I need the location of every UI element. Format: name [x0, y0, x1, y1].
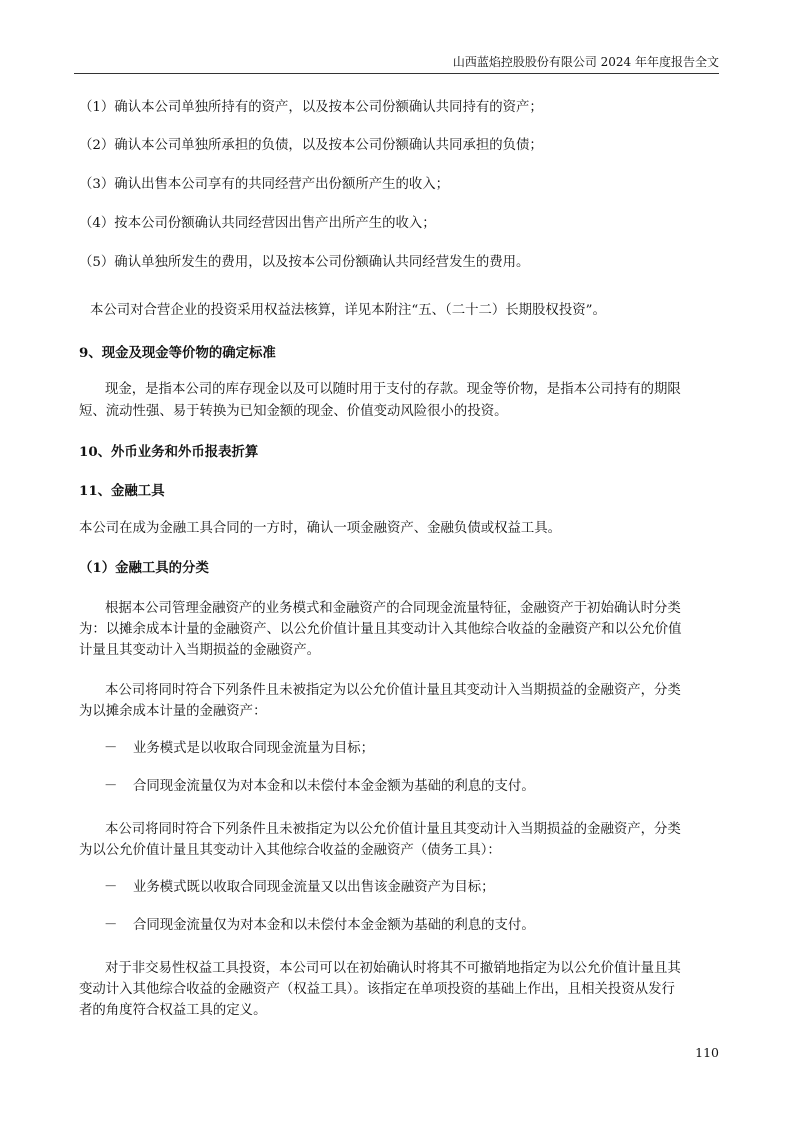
bullet-item	[104, 777, 744, 797]
bullet-text: 业务模式是以收取合同现金流量为目标；	[133, 741, 375, 756]
paragraph-line: 本公司在成为金融工具合同的一方时，确认一项金融资产、金融负债或权益工具。	[79, 521, 562, 536]
page-header	[74, 55, 719, 74]
dash-marker: －	[104, 741, 118, 756]
paragraph-line: 现金，是指本公司的库存现金以及可以随时用于支付的存款。现金等价物，是指本公司持有的期限	[105, 382, 681, 397]
paragraph-line: 根据本公司管理金融资产的业务模式和金融资产的合同现金流量特征，金融资产于初始确认时分类	[105, 601, 681, 616]
list-item: （4）按本公司份额确认共同经营因出售产出所产生的收入；	[79, 216, 436, 231]
bullet-text: 合同现金流量仅为对本金和以未偿付本金金额为基础的利息的支付。	[133, 779, 535, 794]
section-heading: 9、现金及现金等价物的确定标准	[79, 345, 276, 361]
paragraph-line: 者的角度符合权益工具的定义。	[79, 1003, 267, 1018]
dash-marker: －	[104, 880, 118, 895]
paragraph-line: 变动计入其他综合收益的金融资产（权益工具）。该指定在单项投资的基础上作出，且相关投资从发行	[79, 982, 675, 997]
joint-venture-note: 本公司对合营企业的投资采用权益法核算，详见本附注“五、（二十二）长期股权投资”。	[90, 303, 606, 318]
bullet-item	[104, 739, 744, 759]
header-title: 山西蓝焰控股股份有限公司 2024 年年度报告全文	[452, 55, 719, 69]
list-item: （5）确认单独所发生的费用，以及按本公司份额确认共同经营发生的费用。	[79, 255, 530, 270]
paragraph-line: 本公司将同时符合下列条件且未被指定为以公允价值计量且其变动计入当期损益的金融资产，分类	[105, 822, 681, 837]
bullet-text: 合同现金流量仅为对本金和以未偿付本金金额为基础的利息的支付。	[133, 918, 535, 933]
list-item: （3）确认出售本公司享有的共同经营产出份额所产生的收入；	[79, 177, 450, 192]
paragraph-line: 本公司将同时符合下列条件且未被指定为以公允价值计量且其变动计入当期损益的金融资产，分类	[105, 683, 681, 698]
paragraph-line: 为：以摊余成本计量的金融资产、以公允价值计量且其变动计入其他综合收益的金融资产和以公允价值	[79, 622, 682, 637]
paragraph-line: 计量且其变动计入当期损益的金融资产。	[79, 643, 321, 658]
bullet-item	[104, 878, 744, 898]
paragraph-line: 为以摊余成本计量的金融资产：	[79, 704, 267, 719]
bullet-text: 业务模式既以收取合同现金流量又以出售该金融资产为目标；	[133, 880, 495, 895]
section-heading: 11、金融工具	[79, 483, 165, 499]
list-item: （2）确认本公司单独所承担的负债，以及按本公司份额确认共同承担的负债；	[79, 138, 543, 153]
section-heading: 10、外币业务和外币报表折算	[79, 444, 259, 460]
dash-marker: －	[104, 779, 118, 794]
paragraph-line: 对于非交易性权益工具投资，本公司可以在初始确认时将其不可撤销地指定为以公允价值计量且其	[105, 961, 681, 976]
paragraph-line: 短、流动性强、易于转换为已知金额的现金、价值变动风险很小的投资。	[79, 404, 508, 419]
dash-marker: －	[104, 918, 118, 933]
page-number: 110	[695, 1045, 719, 1060]
list-item: （1）确认本公司单独所持有的资产，以及按本公司份额确认共同持有的资产；	[79, 100, 543, 115]
subsection-heading: （1）金融工具的分类	[79, 560, 209, 576]
paragraph-line: 为以公允价值计量且其变动计入其他综合收益的金融资产（债务工具）：	[79, 843, 501, 858]
bullet-item	[104, 916, 744, 936]
